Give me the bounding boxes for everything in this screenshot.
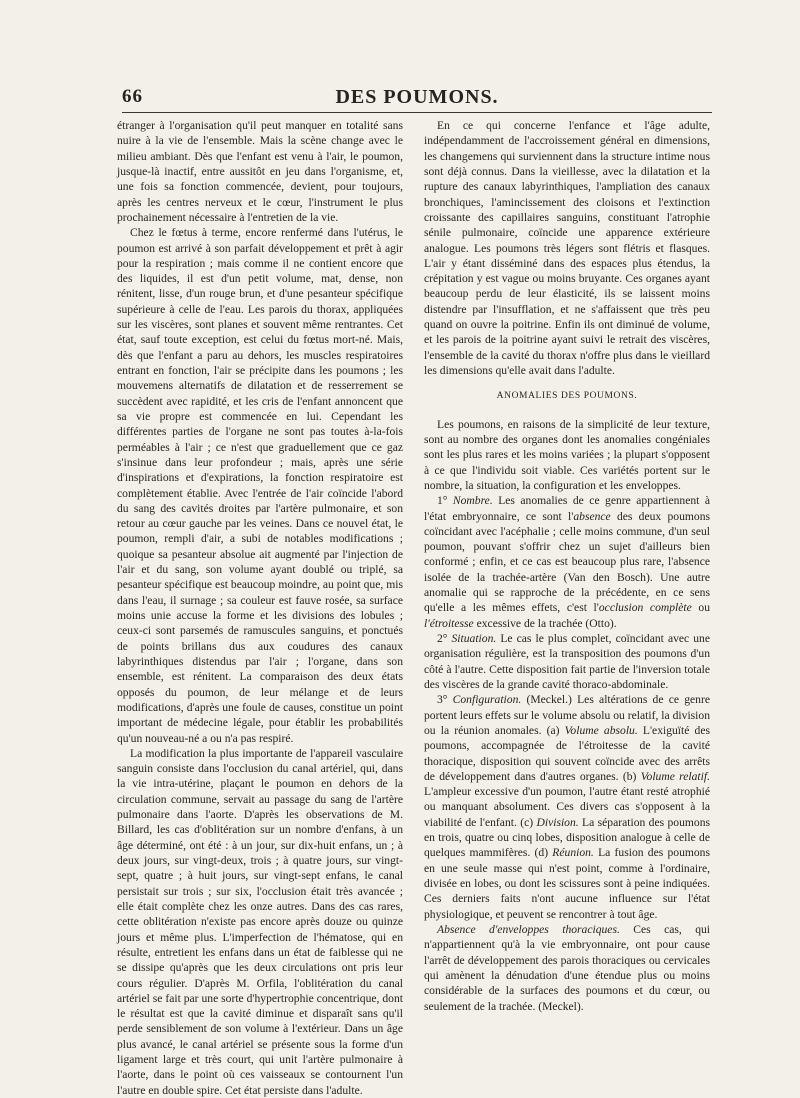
section-heading: ANOMALIES DES POUMONS. [496, 391, 638, 402]
page-header [122, 86, 712, 113]
page-number: 66 [122, 86, 143, 107]
left-column [117, 118, 403, 1098]
paragraph-title: Nombre. [452, 494, 493, 508]
paragraph-title: Configuration. [452, 693, 522, 707]
paragraph: En ce qui concerne l'enfance et l'âge adulte, indépendamment de l'accroissement général en dimensions, les changemens qui surviennent dans la structure intime nous sont déjà connus. Dans la vieillesse, avec la dilatation et la rupture des canaux labyrinthiques, l'ampliation des canaux bronchiques, l'amincissement des cloisons et l'extinction croissante des capillaires sanguins, constituant l'atrophie sénile pulmonaire, coïncide une apparence extérieure analogue. Les poumons très légers sont flétris et flasques. L'air y étant disséminé dans des espaces plus étendus, la crépitation y est vague ou moins bruyante. Ces organes ayant beaucoup perdu de leur élasticité, ils se laissent moins distendre par l'insufflation, et ne s'affaissent que très peu quand on ouvre la poitrine. Enfin ils ont diminué de volume, et les parois de la poitrine ayant suivi le retrait des viscères, l'ensemble de la cavité du thorax n'offre plus dans le vieillard les dimensions qu'elle avait dans l'adulte. [424, 119, 710, 377]
paragraph-title: Situation. [451, 632, 497, 645]
paragraph-title: Absence d'enveloppes thoraciques. [437, 922, 620, 936]
paragraph: La modification la plus importante de l'appareil vasculaire sanguin consiste dans l'occlusion du canal artériel, qui, dans la vie intra-utérine, plaçant le poumon en dehors de la circulation commune, servait au passage du sang de l'artère pulmonaire dans l'aorte. D'après les observations de M. Billard, les cas d'oblitération sur un nombre d'enfans, à un âge déterminé, ont été : à un jour, sur dix-huit enfans, un ; à deux jours, sur vingt-deux, trois ; à quatre jours, sur vingt-sept, quatre ; à huit jours, sur vingt-sept enfans, le canal persistait sur trois ; sur six, l'occlusion était très avancée ; elle était complète chez les onze autres. Dans des cas rares, cette oblitération n'existe pas encore après douze ou quinze jours et même plus. L'imperfection de l'hématose, qui en résulte, entretient les enfans dans un état de faiblesse qui ne se dissipe qu'après que les deux circulations ont pris leur cours régulier. D'après M. Orfila, l'oblitération du canal artériel se fait par une sorte d'hypertrophie concentrique, dont le résultat est que la cavité diminue et disparaît sans qu'il perde sensiblement de son volume à l'extérieur. Dans un âge plus avancé, le canal artériel se présente sous la forme d'un ligament large et très court, qui unit l'artère pulmonaire à l'aorte, dans le point où ces vaisseaux se contournent l'un l'autre en double spire. Cet état persiste dans l'adulte. [117, 746, 403, 1097]
list-number: 1° [437, 494, 453, 508]
paragraph-configuration: 3° Configuration. (Meckel.) Les altérations de ce genre portent leurs effets sur le volume absolu ou relatif, la division ou la réunion anomales. (a) Volume absolu. L'exiguïté des poumons, accompagnée de l'étroitesse de la cavité thoracique, disposition qui souvent coïncide avec des arrêts de développement dans d'autres organes. (b) Volume relatif. L'ampleur excessive d'un poumon, l'autre étant resté atrophié ou manquant absolument. Ces divers cas s'opposent à la viabilité de l'enfant. (c) Division. La séparation des poumons en trois, quatre ou cinq lobes, disposition analogue à celle de quelques mammifères. (d) Réunion. La fusion des poumons en une seule masse qui n'est point, comme à l'ordinaire, divisée en lobes, ou dont les scissures sont à peine indiquées. Ces derniers faits n'ont aucune influence sur l'état physiologique, et peuvent se rencontrer à tout âge. [424, 693, 711, 921]
list-number: 3° [437, 693, 453, 707]
paragraph: Chez le fœtus à terme, encore renfermé dans l'utérus, le poumon est arrivé à son parfait développement et prêt à agir pour la respiration ; mais comme il ne contient encore que des liquides, il est d'un petit volume, mat, dense, non rénitent, lisse, d'un rouge brun, et d'une pesanteur spécifique supérieure à celle de l'eau. Les parois du thorax, appliquées sur les viscères, sont planes et souvent même rentrantes. Cet état, sauf toute exception, est celui du fœtus mort-né. Mais, dès que l'enfant a paru au dehors, les muscles respiratoires entrant en fonction, l'air se précipite dans les poumons ; les mouvemens alternatifs de dilatation et de resserrement se succèdent avec rapidité, et les cris de l'enfant annoncent que sa vie propre est commencée en lui. Cependant les différentes parties de l'organe ne sont pas toutes à-la-fois perméables à l'air ; ce n'est que graduellement que ce gaz s'insinue dans leur profondeur ; mais, après une série d'inspirations et d'expirations, la fonction respiratoire est complètement établie. Avec l'entrée de l'air coïncide l'abord du sang des cavités droites par l'artère pulmonaire, et son retour au cœur gauche par les veines. Dans ce nouvel état, le poumon, rempli d'air, a subi de notables modifications ; quoique sa pesanteur absolue ait augmenté par l'injection de l'air et du sang, son volume ayant doublé ou triplé, sa pesanteur spécifique est beaucoup moindre, au point que, mis dans l'eau, il surnage ; sa couleur est fauve rosée, sa surface moins unie accuse la forme et les divisions des lobules ; ceux-ci sont parsemés de ramuscules sanguins, et ponctués de points brillans dus aux coudures des canaux labyrinthiques distendus par l'air ; l'organe, dans son ensemble, est rénitent. La comparaison des deux états opposés du poumon, de leur mélange et de leurs modifications, d'après une foule de causes, constitue un point important de médecine légale, pour établir les probabilités qu'un nouveau-né a ou n'a pas respiré. [117, 226, 403, 745]
running-title: DES POUMONS. [335, 86, 499, 108]
paragraph: Les poumons, en raisons de la simplicité de leur texture, sont au nombre des organes dont les anomalies congéniales sont les plus rares et les moins variées ; la plupart s'opposent à ce que l'individu soit viable. Ces variétés portent sur le nombre, la situation, la configuration et les enveloppes. [424, 417, 710, 492]
paragraph-nombre: 1° Nombre. Les anomalies de ce genre appartiennent à l'état embryonnaire, ce sont l'absence des deux poumons coïncidant avec l'acéphalie ; celle moins commune, d'un seul poumon, pouvant s'offrir chez un sujet d'ailleurs bien conformé ; enfin, et ce cas est beaucoup plus rare, l'absence isolée de la trachée-artère (Van den Bosch). Une autre anomalie qui se rapproche de la précédente, en ce sens qu'elle a les mêmes effets, c'est l'occlusion complète ou l'étroitesse excessive de la trachée (Otto). [424, 494, 710, 630]
paragraph-situation: 2° Situation. Le cas le plus complet, coïncidant avec une organisation régulière, est la transposition des poumons d'un côté à l'autre. Cette disposition fait partie de l'inversion totale des viscères de la grande cavité thoraco-abdominale. [424, 632, 710, 691]
paragraph: étranger à l'organisation qu'il peut manquer en totalité sans nuire à la vie de l'ensemble. Mais la scène change avec le milieu ambiant. Dès que l'enfant est venu à l'air, le poumon, jusque-là inactif, entre aussitôt en jeu dans l'organisme, et, une fois sa fonction commencée, devient, pour toujours, après les centres nerveux et le cœur, l'instrument le plus prochainement nécessaire à l'entretien de la vie. [117, 119, 403, 224]
right-column [424, 118, 710, 1014]
list-number: 2° [437, 632, 452, 645]
paragraph-enveloppes: Absence d'enveloppes thoraciques. Ces cas, qui n'appartiennent qu'à la vie embryonnaire, ont pour cause l'arrêt de développement des parois thoraciques ou cervicales qui amènent la dénudation d'une étendue plus ou moins considérable de la surfaces des poumons et du cœur, ou seulement de la trachée. (Meckel). [424, 922, 711, 1013]
